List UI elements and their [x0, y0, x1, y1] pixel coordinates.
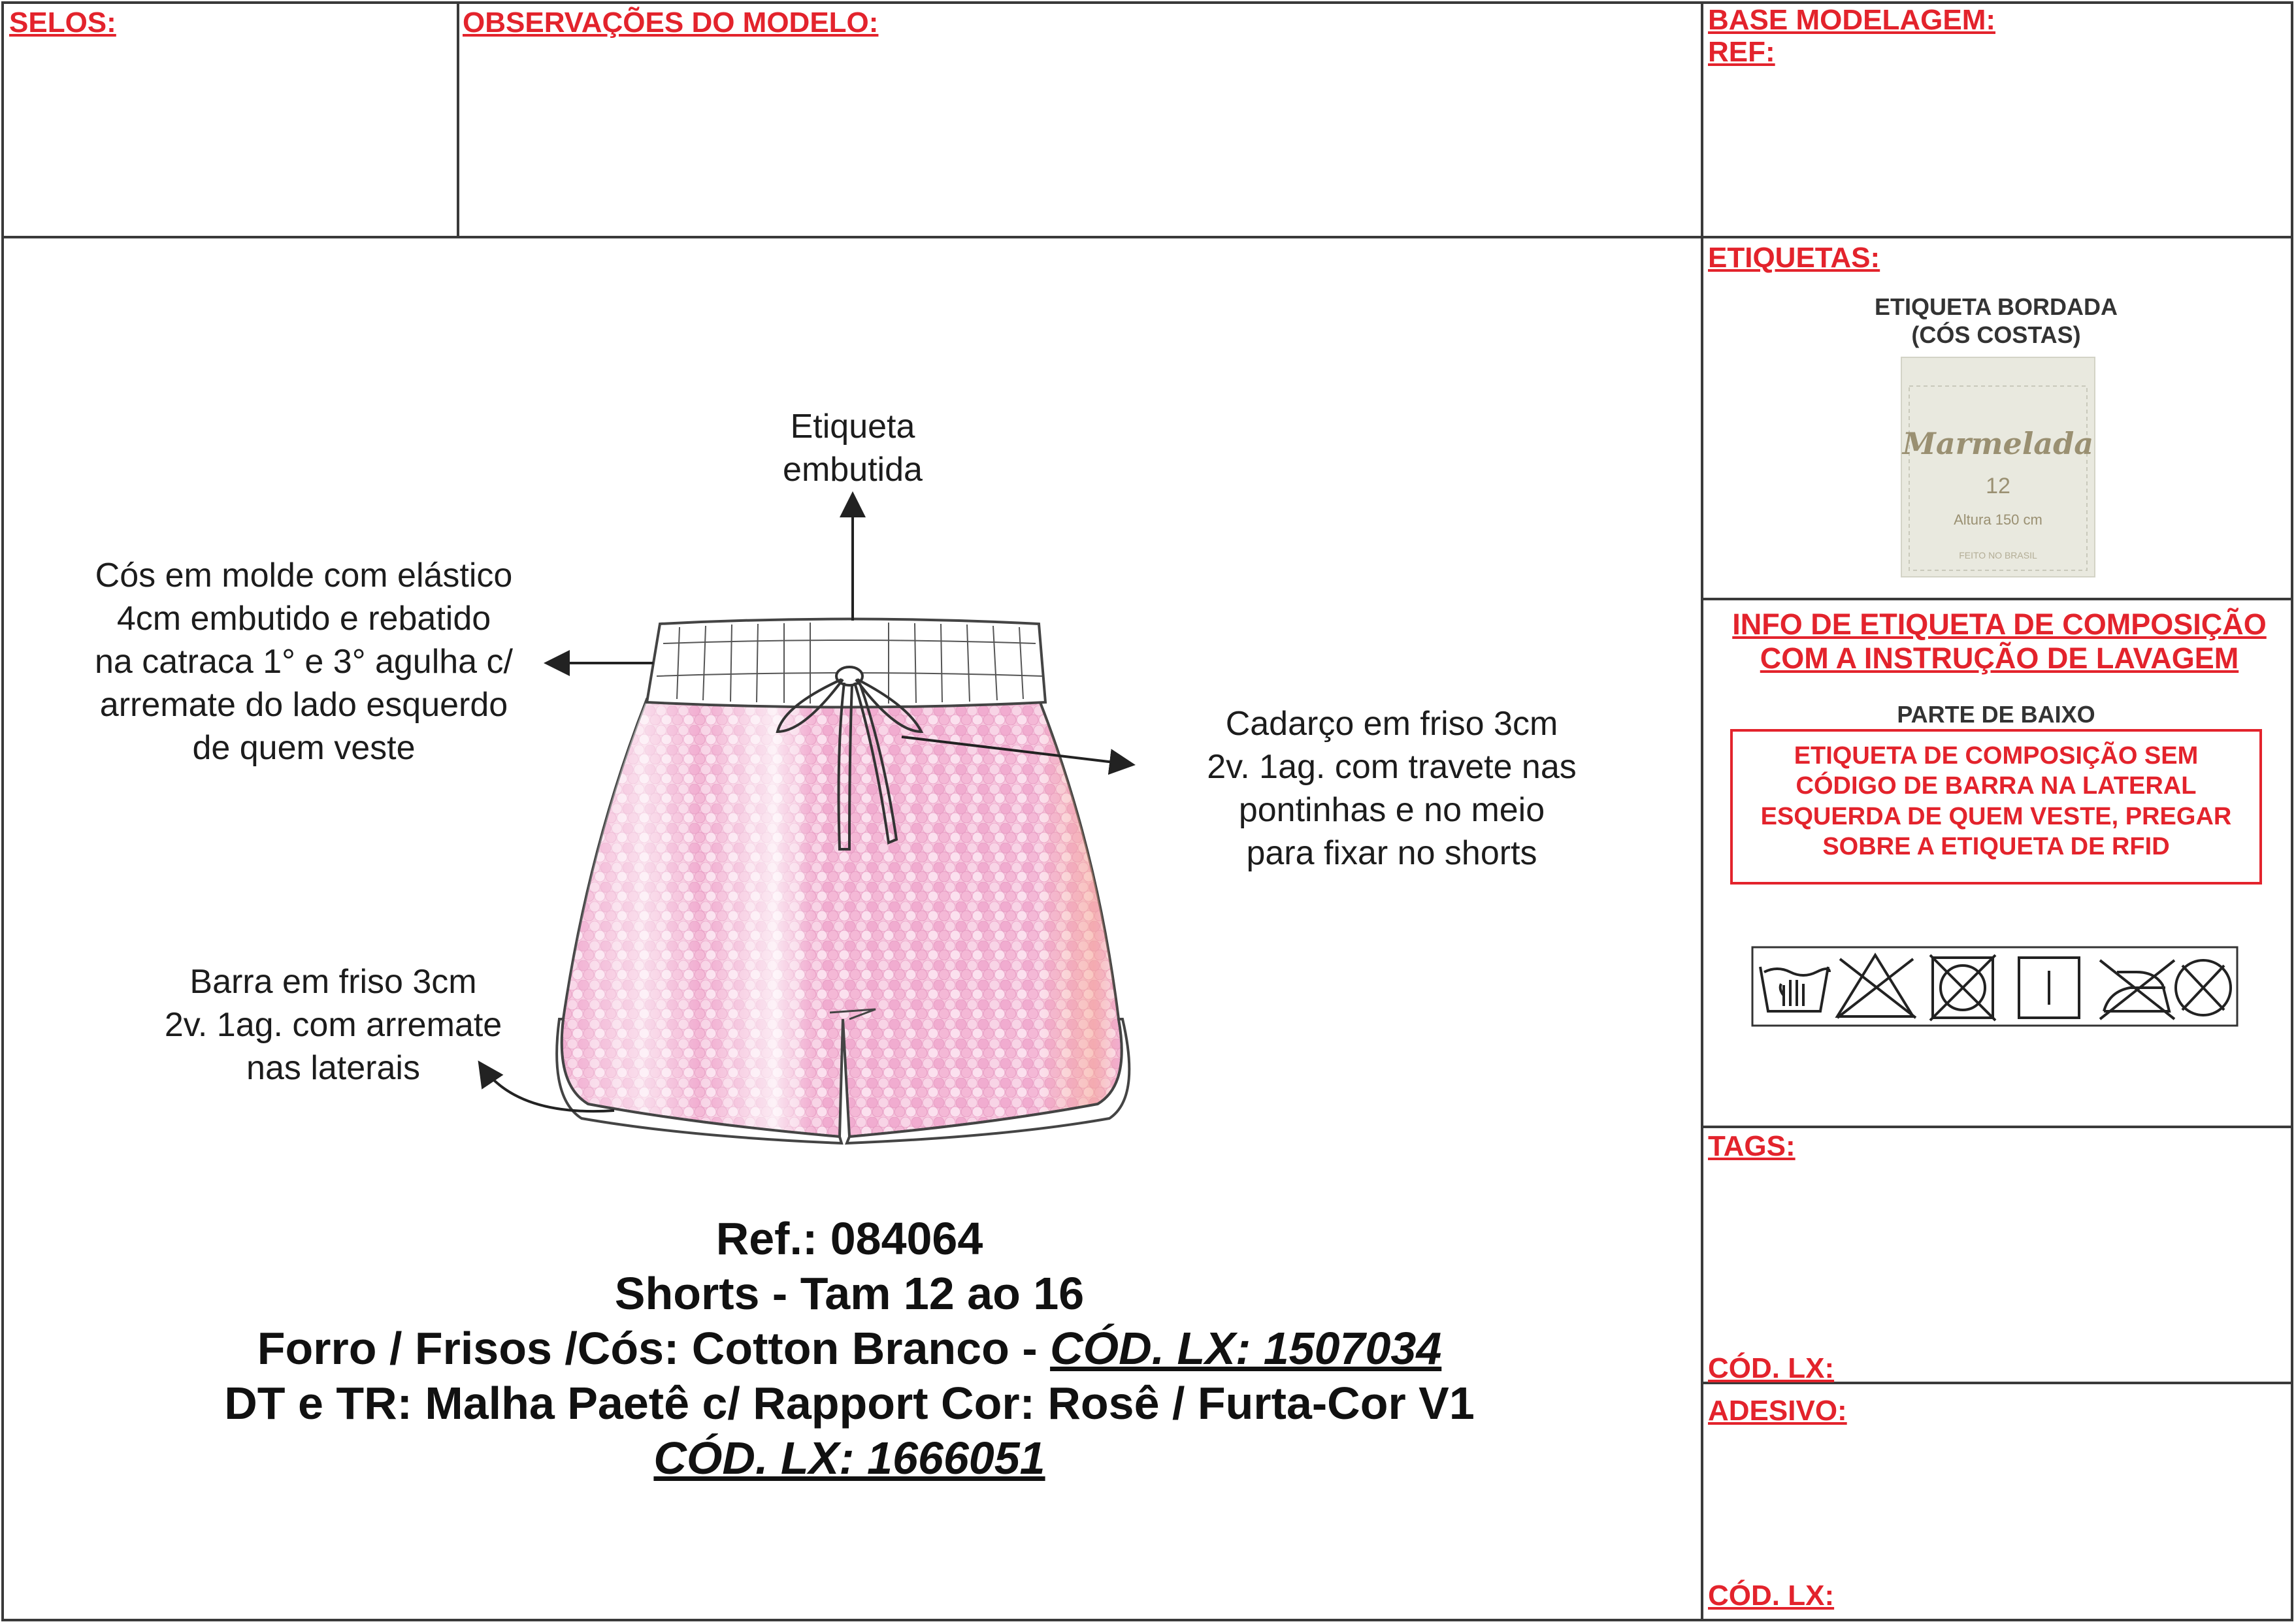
ref-line5-code: CÓD. LX: 1666051	[653, 1433, 1045, 1484]
cos-line1: Cós em molde com elástico	[95, 557, 513, 594]
etiqueta-bordada-title	[1764, 293, 2228, 349]
ref-line3-code: CÓD. LX: 1507034	[1050, 1323, 1442, 1374]
cos-line2: 4cm embutido e rebatido	[116, 600, 491, 638]
header-divider	[1, 236, 2293, 238]
label-footer-text: FEITO NO BRASIL	[1959, 550, 2037, 560]
label-brand-text: Marmelada	[1902, 426, 2094, 461]
ref-line5	[0, 1431, 1699, 1486]
ref-line3-prefix: Forro / Frisos /Cós: Cotton Branco -	[257, 1323, 1051, 1374]
ref-line3	[0, 1321, 1699, 1376]
cos-annotation	[39, 554, 568, 770]
cos-line3: na catraca 1° e 3° agulha c/	[95, 643, 513, 681]
reference-block	[0, 1211, 1699, 1486]
redbox-line1: ETIQUETA DE COMPOSIÇÃO SEM	[1794, 742, 2199, 770]
cadarco-line3: pontinhas e no meio	[1238, 791, 1545, 830]
no-tumble-dry-icon	[1930, 955, 1995, 1020]
ref-heading: REF:	[1708, 36, 1775, 68]
ref-line1: Ref.: 084064	[715, 1213, 983, 1264]
etiquetas-divider	[1701, 598, 2293, 600]
etiqueta-bordada-line1: ETIQUETA BORDADA	[1875, 293, 2118, 320]
cadarco-annotation	[1156, 702, 1627, 875]
redbox-line3: ESQUERDA DE QUEM VESTE, PREGAR	[1760, 802, 2232, 830]
adesivo-cod-lx: CÓD. LX:	[1708, 1580, 1835, 1612]
cos-line4: arremate do lado esquerdo	[99, 686, 508, 724]
ref-line4: DT e TR: Malha Paetê c/ Rapport Cor: Rosê / Furta-Cor V1	[224, 1378, 1475, 1429]
tags-cod-lx: CÓD. LX:	[1708, 1352, 1835, 1384]
barra-line3: nas laterais	[246, 1049, 420, 1088]
barra-line1: Barra em friso 3cm	[189, 963, 477, 1001]
barra-annotation	[105, 960, 562, 1090]
ref-line2: Shorts - Tam 12 ao 16	[614, 1268, 1085, 1319]
base-modelagem-heading: BASE MODELAGEM:	[1708, 4, 1995, 36]
right-panel-divider	[1701, 1, 1703, 1621]
parte-de-baixo-label: PARTE DE BAIXO	[1897, 701, 2095, 728]
embroidered-label-image	[1900, 356, 2096, 578]
etiqueta-line2: embutida	[783, 451, 923, 489]
cadarco-line4: para fixar no shorts	[1246, 834, 1537, 873]
adesivo-heading: ADESIVO:	[1708, 1395, 1847, 1427]
observacoes-heading: OBSERVAÇÕES DO MODELO:	[463, 7, 879, 39]
etiqueta-line1: Etiqueta	[790, 408, 915, 446]
selos-heading: SELOS:	[9, 7, 116, 39]
care-symbols-strip	[1751, 946, 2239, 1027]
info-line1: INFO DE ETIQUETA DE COMPOSIÇÃO	[1732, 608, 2267, 641]
info-composicao-heading	[1705, 608, 2293, 675]
redbox-line4: SOBRE A ETIQUETA DE RFID	[1822, 833, 2170, 861]
etiqueta-annotation	[722, 405, 983, 491]
composition-instruction-box	[1730, 729, 2262, 885]
info-line2: COM A INSTRUÇÃO DE LAVAGEM	[1760, 641, 2239, 675]
etiqueta-bordada-line2: (CÓS COSTAS)	[1911, 321, 2081, 349]
label-size-text: 12	[1986, 474, 2010, 498]
redbox-line2: CÓDIGO DE BARRA NA LATERAL	[1796, 772, 2197, 800]
tags-divider	[1701, 1126, 2293, 1128]
cos-line5: de quem veste	[192, 729, 416, 768]
cadarco-line2: 2v. 1ag. com travete nas	[1207, 748, 1577, 787]
label-height-text: Altura 150 cm	[1954, 512, 2042, 528]
selos-divider	[457, 1, 459, 237]
cadarco-line1: Cadarço em friso 3cm	[1225, 705, 1558, 743]
waistband	[647, 619, 1045, 707]
tags-heading: TAGS:	[1708, 1130, 1796, 1162]
etiquetas-heading: ETIQUETAS:	[1708, 242, 1880, 274]
barra-line2: 2v. 1ag. com arremate	[164, 1006, 502, 1045]
